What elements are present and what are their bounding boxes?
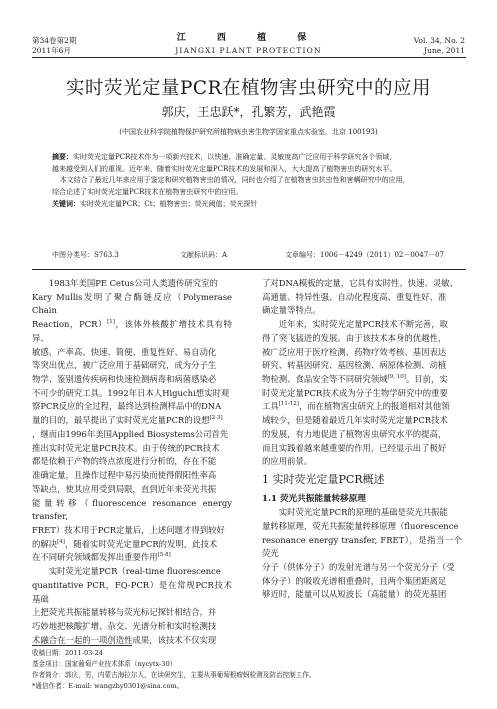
body-line: 在不同研究领域都发挥出重要作用 — [32, 552, 158, 563]
body-line: 术融合在一起的一项创造性成果，该技术不仅实现 — [32, 634, 217, 645]
corresponding-author: *通信作者：E-mail: wangzhy0301@sina.com。 — [32, 682, 184, 690]
date-cn: 2011年6月 — [32, 46, 71, 55]
section-heading: 1 实时荧光定量PCR概述 — [262, 473, 385, 487]
keywords: 实时荧光定量PCR；Ct；植物害虫；荧光阈值；荧光探针 — [80, 200, 258, 209]
citation: [1] — [107, 319, 115, 326]
document-code: 文献标识码：A — [180, 251, 228, 259]
body-line: 的解决 — [32, 538, 58, 549]
citation: [4] — [57, 538, 65, 545]
body-line: 。目前，实 — [405, 374, 448, 385]
journal-title-cn: 江 西 植 保 — [176, 33, 321, 43]
body-line: 敏感、产率高、快速、简便、重复性好、易自动化 — [32, 346, 217, 357]
article-title: 实时荧光定量PCR在植物害虫研究中的应用 — [65, 78, 432, 99]
body-line: ，该体外核酸扩增技术具有特异、 — [32, 319, 233, 343]
citation: [2-3] — [209, 415, 223, 422]
article-number: 文章编号：1006－4249（2011）02－0047－07 — [285, 251, 445, 259]
body-line: 高通量、特异性强、自动化程度高、重复性好、准 — [262, 291, 447, 302]
author-bio: 作者简介：郭庆，男，内蒙古海拉尔人，在读研究生，主要从事葡萄根瘤蚜检测及防治控制工作。 — [32, 671, 316, 679]
citation: [9, 10] — [387, 374, 406, 381]
body-line: ，而在植物害虫研究上的报道相对其他领 — [298, 401, 450, 412]
footnote — [32, 648, 462, 692]
body-line: 上把荧光共振能量转移与荧光标记探针相结合，并 — [32, 607, 217, 618]
body-line: resonance energy transfer, FRET），是指当一个荧光 — [262, 534, 462, 559]
subsection-heading: 1.1 荧光共振能量转移原理 — [262, 494, 366, 505]
abstract — [52, 151, 448, 211]
body-line: 分子（供体分子）的发射光谱与另一个荧光分子（受 — [262, 561, 455, 572]
body-line: ，随着实时荧光定量PCR的发明，此技术 — [64, 538, 218, 549]
body-line: 1983年美国PE Cetus公司人类遗传研究室的 — [48, 278, 218, 288]
header-rule — [32, 57, 466, 58]
body-rule — [32, 269, 466, 270]
right-column — [262, 277, 462, 602]
body-line: 时荧光定量PCR技术成为分子生物学研究中的重要 — [262, 387, 448, 398]
left-column — [32, 277, 232, 647]
keywords-label: 关键词： — [52, 199, 80, 209]
abstract-line: 综合论述了实时荧光定量PCR技术在植物害虫研究中的应用。 — [52, 187, 243, 196]
fund-info: 基金项目：国家葡萄产业技术体系（nycytx-30） — [32, 660, 177, 668]
body-line: 够近时，能量可以从短波长（高能量）的荧光基团 — [262, 589, 447, 600]
body-line: 了对DNA模板的定量，它具有实时性、快速、灵敏、 — [262, 278, 458, 288]
received-date: 收稿日期：2011-03-24 — [32, 649, 103, 657]
body-line: FRET）技术用于PCR定量后，上述问题才得到较好 — [32, 524, 225, 535]
body-line: 巧妙地把核酸扩增、杂交、光谱分析和实时检测技 — [32, 620, 217, 631]
body-line: 域较少，但是随着最近几年实时荧光定量PCR技术 — [262, 415, 448, 426]
body-line: ，继而由1996年美国Applied Biosystems公司首先 — [32, 428, 229, 439]
body-line: 物检测、食品安全等不同研究领域 — [262, 374, 388, 385]
abstract-label: 摘要： — [52, 152, 73, 161]
body-line: 的应用前景。 — [262, 456, 313, 467]
body-line: 实时荧光定量PCR的原理的基础是荧光共振能 — [278, 507, 448, 518]
citation: [11-12] — [278, 401, 299, 408]
citation: [5-8] — [157, 552, 171, 559]
abstract-line: 本文结合了最近几年来应用于鉴定和研究植物害虫的情况，同时也介绍了在植物害虫抗虫性和害螨研究中的应用， — [59, 176, 410, 185]
date-en: June, 2011 — [424, 46, 465, 55]
body-line: 得了突飞猛进的发展。由于该技术本身的优越性， — [262, 332, 447, 343]
body-line: 研究、转基因研究、基因检测、病原体检测、动植 — [262, 360, 447, 371]
body-line: 能量转移（fluorescence resonance energy transfer, — [32, 497, 232, 522]
body-line: 量转移原理，荧光共振能量转移原理（fluorescence — [262, 520, 459, 531]
clc-number: 中图分类号：S763.3 — [52, 251, 119, 259]
body-line: 等缺点，使其应用受到局限，直到近年来荧光共振 — [32, 483, 217, 494]
body-line: 的发展，有力地促进了植物害虫研究水平的提高， — [262, 428, 447, 439]
body-line: Reaction，PCR） — [32, 319, 108, 330]
body-line: quantitative PCR，FQ-PCR）是在常规PCR技术基础 — [32, 579, 232, 604]
abstract-line: 越来越受到人们的重视。近年来，随着实时荧光定量PCR技术的发展和深入，大大提高了植物害虫的研究水平。 — [52, 164, 397, 173]
body-line: 而且实践着越来越重要的作用，已经显示出了极好 — [262, 442, 447, 453]
footnote-rule — [32, 645, 132, 646]
body-line: 量的目的，最早提出了实时荧光定量PCR的设想 — [32, 415, 210, 426]
body-line: 体分子）的吸收光谱相重叠时，且两个集团距离足 — [262, 575, 447, 586]
issue-cn: 第34卷第2期 — [32, 36, 77, 45]
body-line: 被广泛应用于医疗检测、药物疗效考核、基因表达 — [262, 346, 447, 357]
body-line: 等突出优点，被广泛应用于基础研究，成为分子生 — [32, 360, 217, 371]
body-line: 实时荧光定量PCR（real-time fluorescence — [48, 566, 221, 577]
authors: 郭庆，王忠跃*，孔繁芳，武艳霞 — [161, 105, 336, 119]
body-line: 准确定量，且操作过程中易污染而使得假阳性率高 — [32, 470, 217, 481]
affiliation: (中国农业科学院植物保护研究所植物病虫害生物学国家重点实验室，北京 100193) — [119, 128, 378, 136]
body-line: 工具 — [262, 401, 279, 412]
body-line: 近年来，实时荧光定量PCR技术不断完善，取 — [278, 319, 448, 330]
body-line: 推出实时荧光定量PCR技术。由于传统的PCR技术 — [32, 442, 220, 453]
volume-en: Vol. 34, No. 2 — [413, 36, 465, 45]
body-line: Kary Mullis发明了聚合酶链反应（Polymerase Chain — [32, 291, 232, 316]
body-line: 不可少的研究工具。1992年日本人Higuchi想实时观 — [32, 387, 230, 398]
abstract-line: 实时荧光定量PCR技术作为一项新兴技术，以快速、准确定量、灵敏度高广泛应用于科学研究各个领域， — [73, 153, 397, 161]
journal-title-en: JIANGXI PLANT PROTECTION — [175, 46, 322, 55]
body-line: 物学、鉴别遗传疾病和快速检测病毒和病菌感染必 — [32, 374, 217, 385]
body-line: 确定量等特点。 — [262, 305, 321, 316]
body-line: 都是依赖于产物的终点浓度进行分析的，存在不能 — [32, 456, 217, 467]
body-line: 察PCR反应的全过程，最终达到检测样品中的DNA — [32, 401, 222, 412]
